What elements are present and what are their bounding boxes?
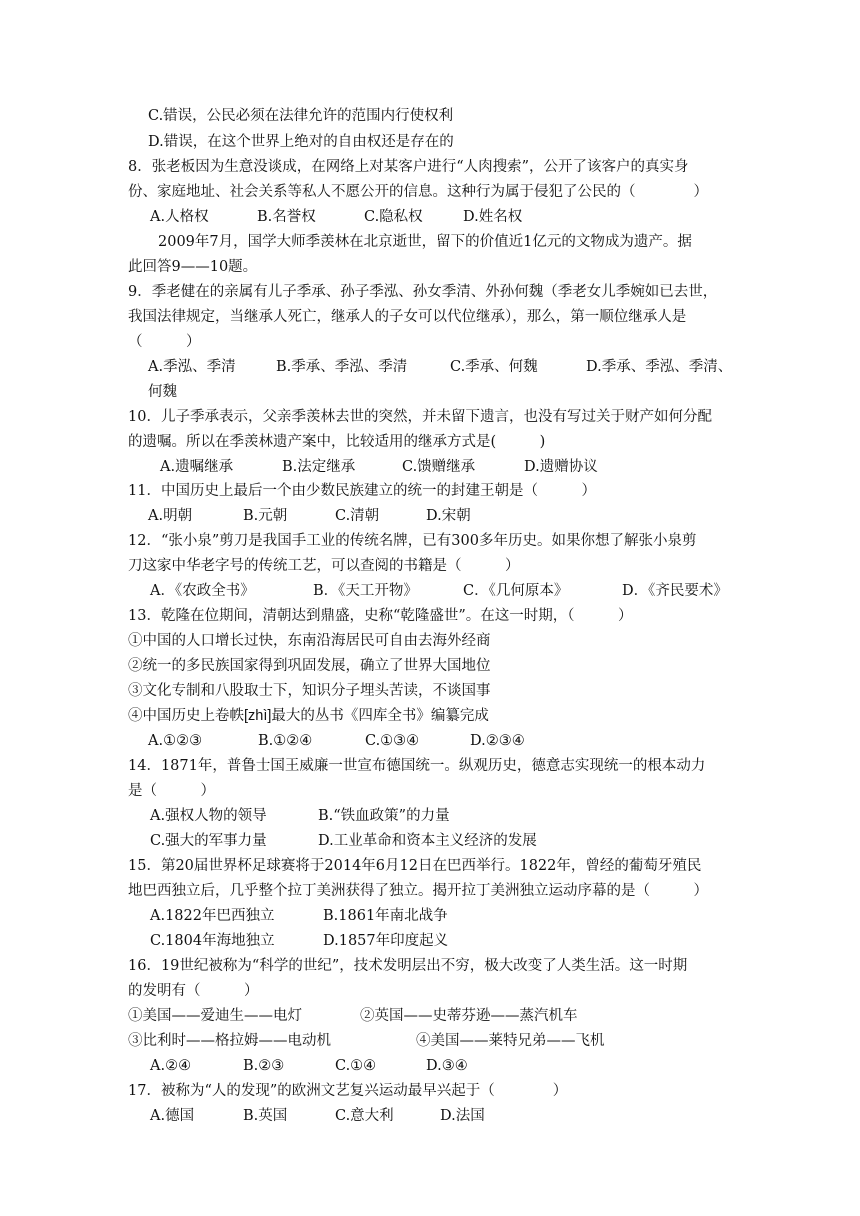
statement-4-part-1: ④中国历史上卷帙 <box>128 708 244 724</box>
option-b: B.1861年南北战争 <box>323 908 448 924</box>
option-b: B．《天工开物》 <box>313 583 418 599</box>
question-9-line-1: 9．季老健在的亲属有儿子季承、孙子季泓、孙女季清、外孙何魏（季老女儿季婉如已去世， <box>128 284 718 300</box>
option-d: D.工业革命和资本主义经济的发展 <box>318 833 537 849</box>
option-b: B.英国 <box>243 1108 288 1124</box>
option-b: B.元朝 <box>243 508 288 524</box>
question-16-statement-3: ③比利时——格拉姆——电动机 <box>128 1033 331 1049</box>
statement-4-part-2: 最大的丛书《四库全书》编纂完成 <box>271 708 489 724</box>
option-d: D.宋朝 <box>426 508 471 524</box>
option-a: A.德国 <box>150 1108 195 1124</box>
option-d: D.法国 <box>440 1108 485 1124</box>
option-line-d: D.错误，在这个世界上绝对的自由权还是存在的 <box>148 134 454 150</box>
question-15-line-1: 15．第20届世界杯足球赛将于2014年6月12日在巴西举行。1822年，曾经的葡萄牙殖民 <box>128 858 702 874</box>
question-15-line-2: 地巴西独立后，几乎整个拉丁美洲获得了独立。揭开拉丁美洲独立运动序幕的是（ ） <box>128 883 708 899</box>
context-line-2: 此回答9——10题。 <box>128 259 258 275</box>
option-b: B.①②④ <box>258 733 313 749</box>
option-c: C．《几何原本》 <box>463 583 569 599</box>
question-17: 17．被称为“人的发现”的欧洲文艺复兴运动最早兴起于（ ） <box>128 1083 568 1099</box>
option-a: A.1822年巴西独立 <box>150 908 275 924</box>
question-10-line-1: 10．儿子季承表示，父亲季羡林去世的突然，并未留下遗言，也没有写过关于财产如何分配 <box>128 409 712 425</box>
question-10-line-2: 的遗嘱。所以在季羡林遗产案中，比较适用的继承方式是( ) <box>128 434 546 450</box>
option-a: A．《农政全书》 <box>150 583 255 599</box>
option-b: B.“铁血政策”的力量 <box>318 808 450 824</box>
question-8-line-2: 份、家庭地址、社会关系等私人不愿公开的信息。这种行为属于侵犯了公民的（ ） <box>128 184 708 200</box>
option-d: D.③④ <box>426 1058 468 1074</box>
question-16-statement-4: ④美国——莱特兄弟——飞机 <box>416 1033 605 1049</box>
question-13-statement-4 <box>128 706 489 726</box>
question-8-line-1: 8．张老板因为生意没谈成，在网络上对某客户进行“人肉搜索”，公开了该客户的真实身 <box>128 159 689 175</box>
option-d: D.1857年印度起义 <box>323 933 449 949</box>
context-line-1: 2009年7月，国学大师季羡林在北京逝世，留下的价值近1亿元的文物成为遗产。据 <box>158 234 692 250</box>
question-13-statement-1: ①中国的人口增长过快，东南沿海居民可自由去海外经商 <box>128 633 491 649</box>
option-a: A.遗嘱继承 <box>160 459 234 475</box>
option-c: C.①③④ <box>365 733 420 749</box>
question-9-line-3: （ ） <box>128 334 201 350</box>
question-13-statement-3: ③文化专制和八股取士下，知识分子埋头苦读，不谈国事 <box>128 683 491 699</box>
question-14-line-1: 14．1871年，普鲁士国王威廉一世宣布德国统一。纵观历史，德意志实现统一的根本动力 <box>128 758 706 774</box>
option-c: C.意大利 <box>335 1108 394 1124</box>
option-d: D.姓名权 <box>463 209 523 225</box>
option-a: A.②④ <box>150 1058 192 1074</box>
question-16-statement-1: ①美国——爱迪生——电灯 <box>128 1008 302 1024</box>
option-c: C.隐私权 <box>364 209 423 225</box>
question-9-line-2: 我国法律规定，当继承人死亡，继承人的子女可以代位继承），那么，第一顺位继承人是 <box>128 309 687 325</box>
option-line-c: C.错误，公民必须在法律允许的范围内行使权利 <box>148 108 454 124</box>
option-d: D.②③④ <box>470 733 525 749</box>
option-a: A.明朝 <box>148 508 193 524</box>
option-a: A.①②③ <box>148 733 203 749</box>
option-a: A.季泓、季清 <box>148 359 236 375</box>
option-c: C.季承、何魏 <box>450 359 538 375</box>
question-9-option-d-cont: 何魏 <box>148 384 177 400</box>
option-c: C.强大的军事力量 <box>150 833 267 849</box>
option-b: B.法定继承 <box>282 459 356 475</box>
question-13: 13．乾隆在位期间，清朝达到鼎盛，史称“乾隆盛世”。在这一时期，（ ） <box>128 608 633 624</box>
option-c: C.①④ <box>335 1058 377 1074</box>
question-16-line-2: 的发明有（ ） <box>128 983 259 999</box>
option-b: B.②③ <box>243 1058 285 1074</box>
question-14-line-2: 是（ ） <box>128 783 215 799</box>
option-d: D．《齐民要术》 <box>622 583 728 599</box>
option-a: A.人格权 <box>150 209 209 225</box>
option-b: B.季承、季泓、季清 <box>276 359 408 375</box>
question-16-line-1: 16．19世纪被称为“科学的世纪”，技术发明层出不穷，极大改变了人类生活。这一时期 <box>128 958 688 974</box>
pinyin-annotation: [zhì] <box>244 708 272 724</box>
option-c: C.馈赠继承 <box>402 459 476 475</box>
option-d: D.季承、季泓、季清、 <box>586 359 733 375</box>
question-12-line-2: 刀这家中华老字号的传统工艺，可以查阅的书籍是（ ） <box>128 558 520 574</box>
option-c: C.1804年海地独立 <box>150 933 275 949</box>
question-12-line-1: 12．“张小泉”剪刀是我国手工业的传统名牌，已有300多年历史。如果你想了解张小泉剪 <box>128 533 697 549</box>
question-13-statement-2: ②统一的多民族国家得到巩固发展，确立了世界大国地位 <box>128 658 491 674</box>
option-d: D.遗赠协议 <box>524 459 598 475</box>
option-c: C.清朝 <box>335 508 380 524</box>
option-b: B.名誉权 <box>257 209 316 225</box>
question-11: 11．中国历史上最后一个由少数民族建立的统一的封建王朝是（ ） <box>128 483 596 499</box>
question-16-statement-2: ②英国——史蒂芬逊——蒸汽机车 <box>360 1008 578 1024</box>
option-a: A.强权人物的领导 <box>150 808 267 824</box>
